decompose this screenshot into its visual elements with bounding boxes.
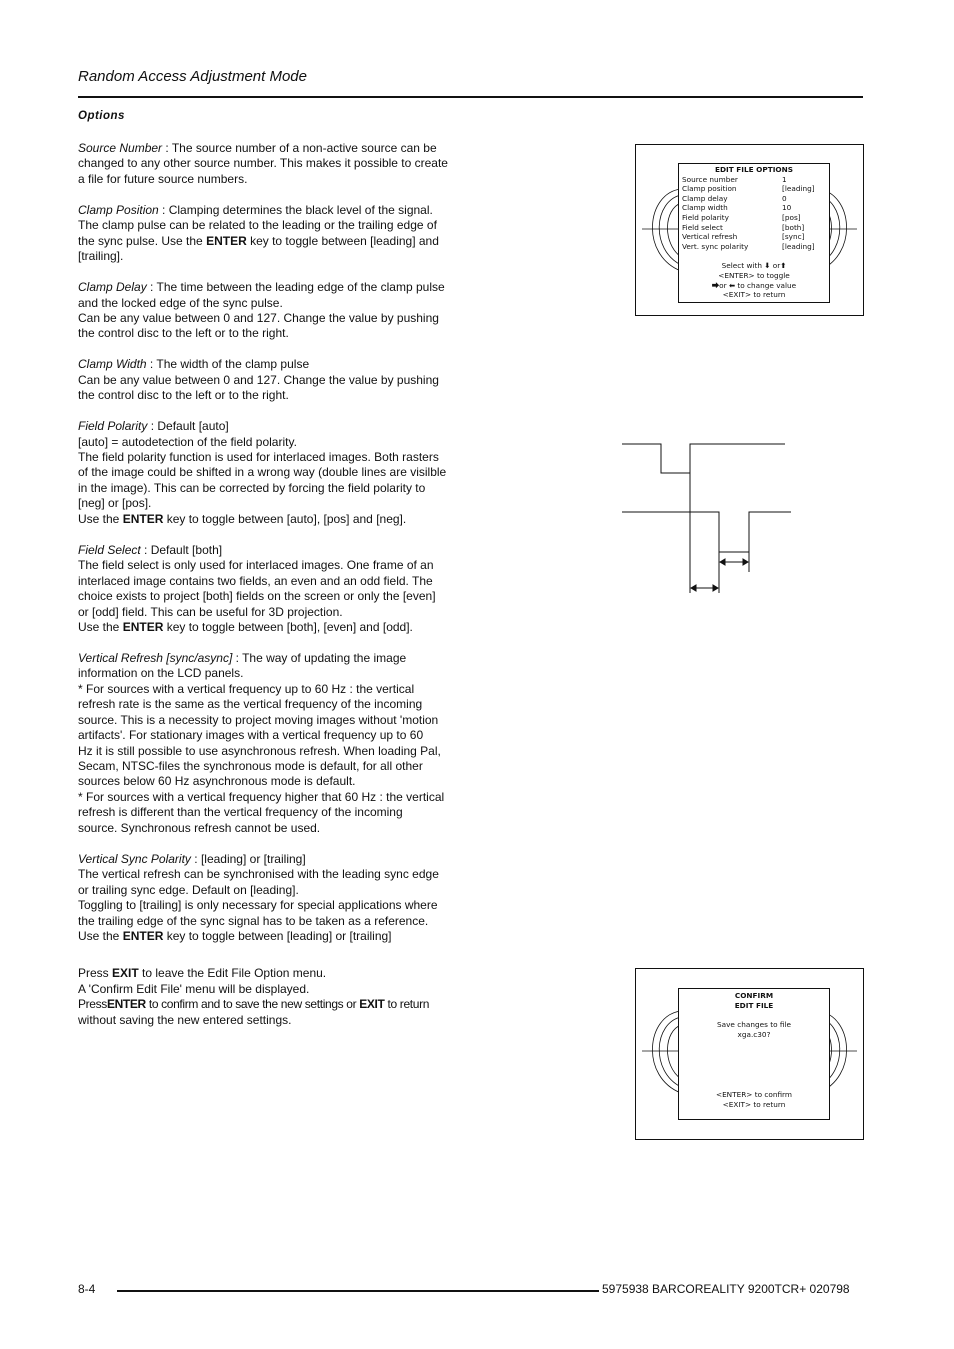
confirm-edit-file-panel (635, 968, 864, 1140)
term: Field Polarity (78, 419, 148, 434)
confirm-filename: xga.c30? (737, 1029, 771, 1039)
page-number: 8-4 (78, 1282, 96, 1296)
para-vertical-refresh: Vertical Refresh [sync/async] : The way of updating the image information on the LCD panels. * For sources with a vertical frequency up to 60 Hz : the vertical refresh rate is the same as the vertical frequency of the incoming source. This is a necessity to project moving images without 'motion artifacts'. For stationary images with a vertical frequency up to 60 Hz it is still possible to use asynchronous refresh. When loading Pal, Secam, NTSC-files the synchronous mode is default, for all other sources below 60 Hz asynchronous mode is default. * For sources with a vertical frequency higher that 60 Hz : the vertical refresh is different than the vertical frequency of the incoming source. Synchronous refresh cannot be used. (78, 650, 445, 835)
para-field-select: Field Select : Default [both] The field select is only used for interlaced images. One frame of an interlaced image contains two fields, an even and an odd field. The choice exists to project [both] fields on the screen or only the [even] or [odd] field. This can be useful for 3D projection. Use the ENTER key to toggle between [both], [even] and [odd]. (78, 542, 436, 634)
term: Clamp Position (78, 202, 159, 217)
menu-help-toggle: <ENTER> to toggle (718, 270, 790, 280)
menu-row[interactable]: Vertical refresh [sync] (682, 232, 805, 242)
term: Source Number (78, 141, 163, 155)
arrow-down-icon: ⬇ (764, 261, 771, 271)
para-clamp-width: Clamp Width : The width of the clamp pulse Can be any value between 0 and 127. Change the value by pushing the control disc to the left or to the right. (78, 357, 439, 403)
page-header-title: Random Access Adjustment Mode (78, 68, 307, 85)
menu-row[interactable]: Field select [both] (682, 222, 805, 232)
arrow-left-icon: ⬅ (728, 280, 736, 290)
confirm-enter-hint: <ENTER> to confirm (715, 1090, 793, 1100)
document-id: 5975938 BARCOREALITY 9200TCR+ 020798 (602, 1282, 850, 1296)
clamp-timing-diagram (615, 436, 800, 598)
edit-file-options-menu (678, 163, 830, 303)
confirm-message: Save changes to file (717, 1020, 791, 1030)
menu-row[interactable]: Vert. sync polarity [leading] (682, 241, 815, 251)
menu-row[interactable]: Clamp width 10 (682, 203, 792, 213)
menu-title-line2: EDIT FILE (734, 1000, 774, 1010)
sync-waveform (622, 444, 785, 473)
edit-file-options-panel (635, 144, 864, 316)
para-field-polarity: Field Polarity : Default [auto] [auto] = autodetection of the field polarity. The field polarity function is used for interlaced images. Both rasters of the image could be shifted in a wrong way (double lines are visilble in the image). This can be corrected by forcing the field polarity to [neg] or [pos]. Use the ENTER key to toggle between [auto], [pos] and [neg]. (78, 419, 447, 526)
term: Field Select (78, 542, 141, 557)
para-clamp-delay: Clamp Delay : The time between the leading edge of the clamp pulse and the locked edge of the sync pulse. Can be any value between 0 and 127. Change the value by pushing the control disc to the left or to the right. (78, 280, 445, 341)
menu-row[interactable]: Clamp delay 0 (682, 193, 787, 203)
section-title: Options (78, 110, 125, 122)
menu-help-select: Select with ⬇ or⬆ (721, 261, 787, 271)
menu-help-change: ⮕or ⬅ to change value (711, 280, 797, 290)
clamp-waveform (622, 512, 791, 552)
arrow-right-icon: ⮕ (711, 280, 720, 290)
confirm-edit-file-menu (678, 988, 830, 1120)
menu-row[interactable]: Clamp position [leading] (682, 184, 815, 194)
menu-help-exit: <EXIT> to return (722, 290, 786, 300)
para-source-number: Source Number : The source number of a non-active source can be changed to any other source number. This makes it possible to create a file for future source numbers. (78, 141, 448, 186)
header-rule (78, 96, 863, 98)
arrow-up-icon: ⬆ (780, 261, 787, 271)
menu-title: EDIT FILE OPTIONS (715, 165, 793, 174)
term: Vertical Sync Polarity (78, 851, 191, 866)
term: Clamp Width (78, 357, 147, 372)
options-text-column (78, 141, 459, 1044)
menu-row[interactable]: Field polarity [pos] (682, 212, 801, 222)
confirm-exit-hint: <EXIT> to return (722, 1099, 786, 1109)
para-vertical-sync-polarity: Vertical Sync Polarity : [leading] or [trailing] The vertical refresh can be synchronised with the leading sync edge or trailing sync edge. Default on [leading]. Toggling to [trailing] is only necessary for special applications where the trailing edge of the sync signal has to be taken as a reference. Use the ENTER key to toggle between [leading] or [trailing] (78, 851, 439, 943)
para-press-exit: Press EXIT to leave the Edit File Option menu. A 'Confirm Edit File' menu will be displayed. PressENTER to confirm and to save the new settings or EXIT to return without saving the new entered settings. (78, 966, 430, 1027)
para-clamp-position: Clamp Position : Clamping determines the black level of the signal. The clamp pulse can be related to the leading or the trailing edge of the sync pulse. Use the ENTER key to toggle between [leading] and [trailing]. (78, 202, 439, 264)
term: Vertical Refresh [sync/async] (78, 650, 233, 665)
menu-title-line1: CONFIRM (734, 991, 774, 1000)
term: Clamp Delay (78, 280, 147, 295)
footer-rule (117, 1290, 599, 1292)
menu-row[interactable]: Source number 1 (682, 174, 787, 184)
